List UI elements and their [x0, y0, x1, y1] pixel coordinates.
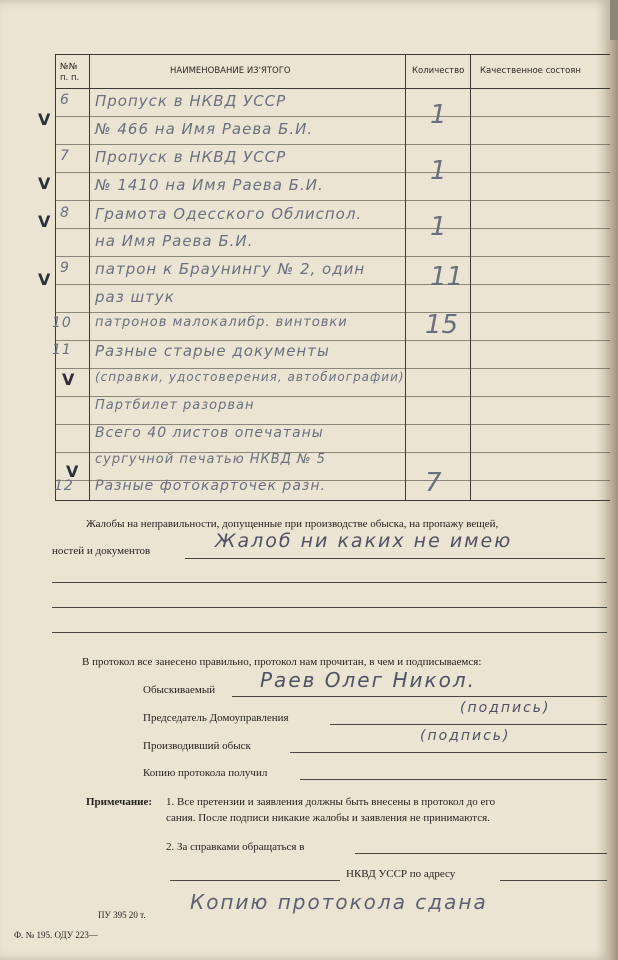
complaints-text-cont: ностей и документов: [52, 545, 151, 557]
fill-line: [355, 853, 607, 854]
fill-line: [52, 632, 607, 633]
row-qty: 1: [430, 212, 447, 242]
signature-line: [290, 752, 607, 753]
table-row-line: [55, 144, 610, 145]
check-mark: V: [38, 212, 51, 231]
table-left-border: [55, 54, 56, 500]
fill-line: [185, 558, 605, 559]
searched-label: Обыскиваемый: [143, 684, 216, 696]
row-num: 7: [60, 148, 70, 164]
table-row-line: [55, 284, 610, 285]
row-item: Грамота Одесского Облиспол.: [95, 205, 363, 223]
table-row-line: [55, 396, 610, 397]
row-item: патронов малокалибр. винтовки: [95, 315, 348, 330]
row-qty: 15: [425, 310, 459, 340]
header-name: НАИМЕНОВАНИЕ ИЗ'ЯТОГО: [170, 66, 291, 76]
table-header-border: [55, 88, 610, 89]
row-item-cont: № 1410 на Имя Раева Б.И.: [95, 176, 324, 194]
row-qty: 1: [430, 100, 447, 130]
complaints-handwritten: Жалоб ни каких не имею: [215, 530, 513, 552]
check-mark: V: [66, 462, 79, 481]
check-mark: V: [38, 270, 51, 289]
row-num: 10: [52, 315, 72, 331]
row-item: Разные старые документы: [95, 342, 330, 360]
row-qty: 11: [430, 262, 464, 292]
table-row-line: [55, 200, 610, 201]
check-mark: V: [62, 370, 75, 389]
row-item: Пропуск в НКВД УССР: [95, 92, 287, 110]
row-num: 8: [60, 205, 70, 221]
row-num: 11: [52, 342, 72, 358]
row-item: Всего 40 листов опечатаны: [95, 425, 324, 441]
print-code: ПУ 395 20 т.: [98, 910, 146, 920]
header-quantity: Количество: [412, 66, 465, 76]
performer-signature: (подпись): [420, 728, 511, 744]
form-code: Ф. № 195. ОДУ 223—: [14, 930, 98, 940]
signature-line: [232, 696, 607, 697]
table-col-divider: [470, 54, 471, 500]
header-num: №№: [60, 62, 78, 72]
performer-label: Производивший обыск: [143, 740, 251, 752]
table-row-line: [55, 312, 610, 313]
searched-signature: Раев Олег Никол.: [260, 668, 476, 692]
row-item: патрон к Браунингу № 2, один: [95, 260, 366, 278]
note-item-1-cont: сания. После подписи никакие жалобы и заявления не принимаются.: [166, 812, 490, 824]
table-row-line: [55, 228, 610, 229]
fill-line: [52, 607, 607, 608]
row-item: Пропуск в НКВД УССР: [95, 148, 287, 166]
check-mark: V: [38, 174, 51, 193]
signature-line: [330, 724, 607, 725]
note-item-1: 1. Все претензии и заявления должны быть внесены в протокол до его: [166, 796, 496, 808]
table-row-line: [55, 340, 610, 341]
row-item-cont: сургучной печатью НКВД № 5: [95, 452, 326, 467]
row-qty: 7: [425, 468, 442, 498]
note-item-2-line: НКВД УССР по адресу: [346, 868, 456, 880]
copy-received-label: Копию протокола получил: [143, 767, 268, 779]
table-row-line: [55, 256, 610, 257]
table-col-divider: [405, 54, 406, 500]
row-item-cont: Партбилет разорван: [95, 398, 255, 413]
table-row-line: [55, 368, 610, 369]
footer-handwritten: Копию протокола сдана: [190, 890, 488, 914]
row-qty: 1: [430, 156, 447, 186]
row-item-cont: раз штук: [95, 288, 175, 306]
row-item: Разные фотокарточек разн.: [95, 478, 326, 494]
complaints-text: Жалобы на неправильности, допущенные при производстве обыска, на пропажу вещей,: [86, 518, 499, 530]
header-quality: Качественное состоян: [480, 66, 581, 76]
fill-line: [170, 880, 340, 881]
row-item-cont: № 466 на Имя Раева Б.И.: [95, 120, 314, 138]
table-col-divider: [89, 54, 90, 500]
header-num-sub: п. п.: [60, 73, 80, 83]
note-heading: Примечание:: [86, 796, 153, 808]
signature-line: [300, 779, 607, 780]
row-item-cont: на Имя Раева Б.И.: [95, 232, 254, 250]
row-item: (справки, удостоверения, автобиографии): [95, 370, 405, 384]
table-row-line: [55, 172, 610, 173]
table-row-line: [55, 116, 610, 117]
fill-line: [500, 880, 607, 881]
fill-line: [52, 582, 607, 583]
table-top-border: [55, 54, 610, 55]
row-num: 12: [54, 478, 74, 494]
row-num: 6: [60, 92, 70, 108]
chair-signature: (подпись): [460, 700, 551, 716]
note-item-2: 2. За справками обращаться в: [166, 841, 305, 853]
check-mark: V: [38, 110, 51, 129]
table-bottom-border: [55, 500, 610, 501]
row-num: 9: [60, 260, 70, 276]
signatures-intro: В протокол все занесено правильно, протокол нам прочитан, в чем и подписываемся:: [82, 656, 482, 668]
chair-label: Председатель Домоуправления: [143, 712, 289, 724]
